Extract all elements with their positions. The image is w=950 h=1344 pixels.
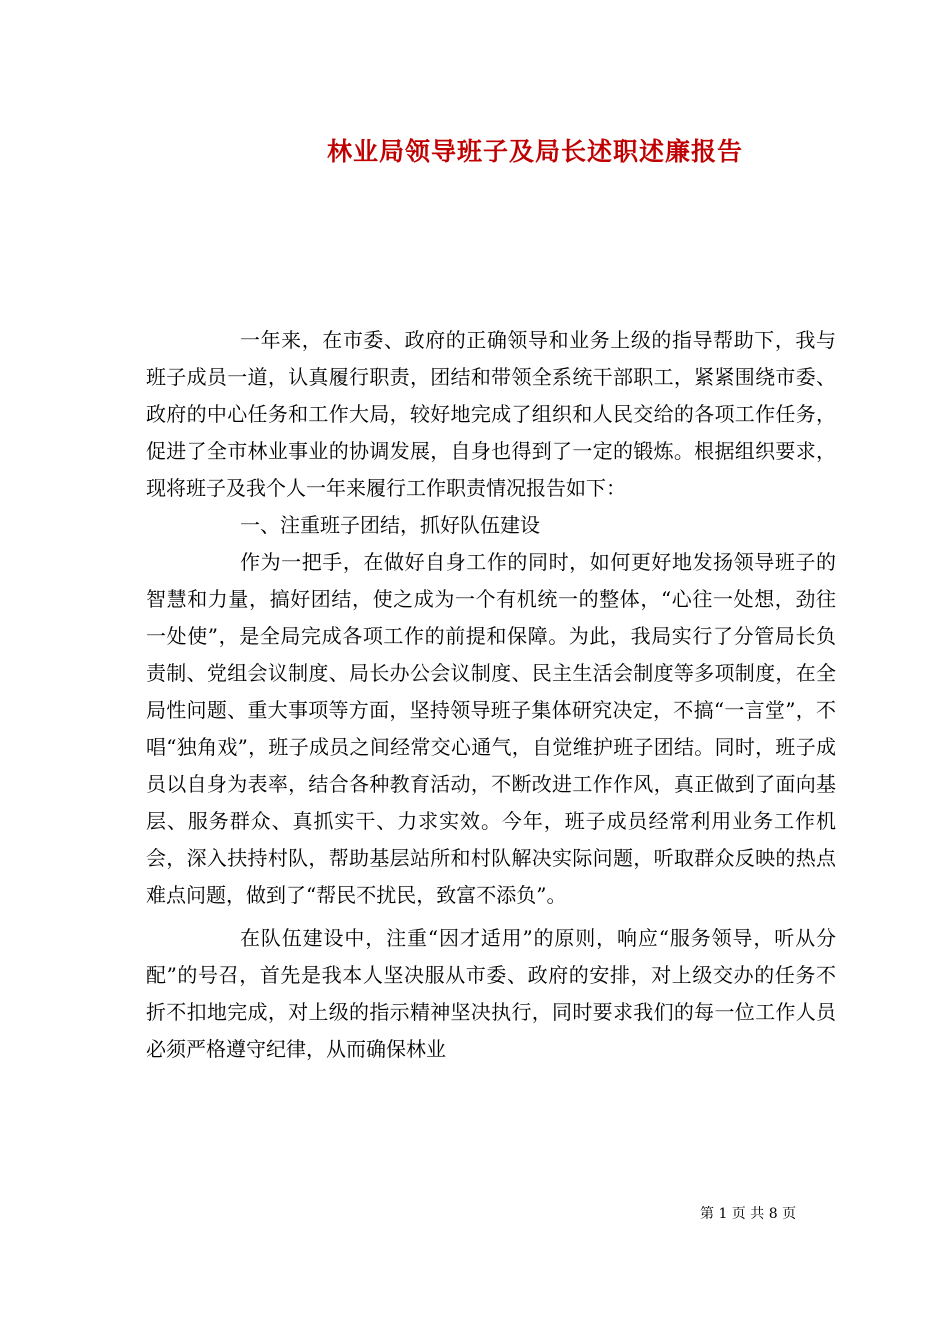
page-number-footer: 第 1 页 共 8 页 <box>700 1206 797 1222</box>
paragraph-team-unity: 作为一把手，在做好自身工作的同时，如何更好地发扬领导班子的智慧和力量，搞好团结，使之成为一个有机统一的整体，“心往一处想，劲往一处使”，是全局完成各项工作的前提和保障。为此，我局实行了分管局长负责制、党组会议制度、局长办公会议制度、民主生活会制度等多项制度，在全局性问题、重大事项等方面，坚持领导班子集体研究决定，不搞“一言堂”，不唱“独角戏”，班子成员之间经常交心通气，自觉维护班子团结。同时，班子成员以自身为表率，结合各种教育活动，不断改进工作作风，真正做到了面向基层、服务群众、真抓实干、力求实效。今年，班子成员经常利用业务工作机会，深入扶持村队，帮助基层站所和村队解决实际问题，听取群众反映的热点难点问题，做到了“帮民不扰民，致富不添负”。 <box>146 550 836 907</box>
document-body <box>146 322 836 1068</box>
paragraph-intro: 一年来，在市委、政府的正确领导和业务上级的指导帮助下，我与班子成员一道，认真履行职责，团结和带领全系统干部职工，紧紧围绕市委、政府的中心任务和工作大局，较好地完成了组织和人民交给的各项工作任务，促进了全市林业事业的协调发展，自身也得到了一定的锻炼。根据组织要求，现将班子及我个人一年来履行工作职责情况报告如下： <box>146 328 836 500</box>
section-heading-1: 一、注重班子团结，抓好队伍建设 <box>240 513 540 537</box>
paragraph-team-building: 在队伍建设中，注重“因才适用”的原则，响应“服务领导，听从分配”的号召，首先是我本人坚决服从市委、政府的安排，对上级交办的任务不折不扣地完成，对上级的指示精神坚决执行，同时要求我们的每一位工作人员必须严格遵守纪律，从而确保林业 <box>146 926 836 1061</box>
document-title: 林业局领导班子及局长述职述廉报告 <box>326 137 743 166</box>
